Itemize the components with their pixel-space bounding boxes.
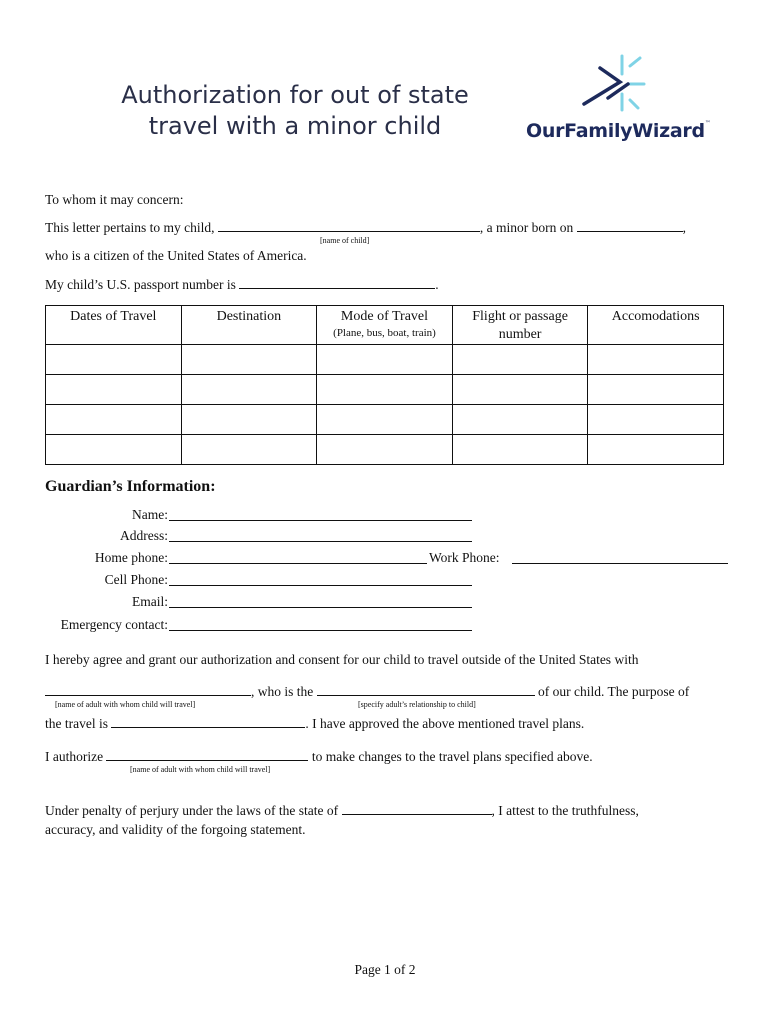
logo-trademark: ™: [704, 120, 711, 127]
table-cell[interactable]: [181, 435, 317, 465]
table-cell[interactable]: [588, 405, 724, 435]
child-name-caption: [name of child]: [320, 236, 370, 245]
child-statement-line: [45, 220, 686, 236]
header-dates: Dates of Travel: [46, 306, 182, 345]
travel-is-suffix: . I have approved the above mentioned travel plans.: [305, 716, 585, 731]
ourfamilywizard-logo-icon: [578, 54, 648, 114]
guardian-name-label: Name:: [132, 507, 168, 522]
guardian-name-field[interactable]: [169, 520, 472, 521]
salutation: To whom it may concern:: [45, 192, 184, 207]
travel-purpose-line: [45, 716, 584, 732]
state-field[interactable]: [342, 803, 492, 815]
of-our-child-text: of our child. The purpose of: [538, 684, 690, 699]
perjury-prefix: Under penalty of perjury under the laws of the state of: [45, 803, 339, 818]
table-cell[interactable]: [452, 435, 588, 465]
header-accommodations: Accomodations: [588, 306, 724, 345]
perjury-line-2: accuracy, and validity of the forgoing statement.: [45, 822, 306, 837]
table-row: [46, 435, 724, 465]
passport-suffix: .: [435, 277, 439, 292]
table-row: [46, 375, 724, 405]
authorized-adult-caption: [name of adult with whom child will travel]: [130, 765, 271, 774]
emergency-contact-label: Emergency contact:: [60, 617, 168, 632]
birth-date-field[interactable]: [577, 220, 683, 232]
child-name-field[interactable]: [218, 220, 480, 232]
table-cell[interactable]: [317, 375, 453, 405]
pertains-prefix: This letter pertains to my child,: [45, 220, 215, 235]
header-mode: Mode of Travel (Plane, bus, boat, train): [317, 306, 453, 345]
title-line-1: Authorization for out of state: [121, 81, 469, 109]
guardian-address-field[interactable]: [169, 541, 472, 542]
header-mode-sub: (Plane, bus, boat, train): [333, 327, 436, 339]
companion-line: [45, 684, 689, 700]
companion-name-field[interactable]: [45, 684, 251, 696]
guardian-address-label: Address:: [120, 528, 168, 543]
home-phone-label: Home phone:: [94, 550, 168, 565]
passport-number-field[interactable]: [239, 277, 435, 289]
table-cell[interactable]: [46, 405, 182, 435]
passport-line: [45, 277, 439, 293]
title-line-2: travel with a minor child: [148, 112, 442, 140]
table-cell[interactable]: [317, 435, 453, 465]
email-field[interactable]: [169, 607, 472, 608]
travel-purpose-field[interactable]: [111, 716, 305, 728]
perjury-line: [45, 803, 639, 819]
table-cell[interactable]: [588, 435, 724, 465]
table-row: [46, 345, 724, 375]
companion-name-caption: [name of adult with whom child will travel]: [55, 700, 196, 709]
page-number: Page 1 of 2: [354, 962, 416, 977]
cell-phone-field[interactable]: [169, 585, 472, 586]
who-is-text: , who is the: [251, 684, 314, 699]
pertains-suffix: ,: [682, 220, 686, 235]
table-cell[interactable]: [452, 405, 588, 435]
header-destination: Destination: [181, 306, 317, 345]
citizen-statement: who is a citizen of the United States of America.: [45, 248, 307, 263]
logo-wordmark: [526, 120, 711, 142]
authorize-prefix: I authorize: [45, 749, 104, 764]
emergency-contact-field[interactable]: [169, 630, 472, 631]
guardian-heading: Guardian’s Information:: [45, 478, 216, 495]
email-label: Email:: [132, 594, 168, 609]
table-cell[interactable]: [181, 375, 317, 405]
authorize-line: [45, 749, 593, 765]
header-flight: Flight or passage number: [452, 306, 588, 345]
logo-text: OurFamilyWizard: [526, 120, 705, 142]
table-cell[interactable]: [317, 345, 453, 375]
table-cell[interactable]: [181, 405, 317, 435]
consent-statement: I hereby agree and grant our authorization and consent for our child to travel outside of the United States with: [45, 652, 639, 667]
table-cell[interactable]: [46, 375, 182, 405]
travel-table: [45, 305, 724, 465]
pertains-mid: , a minor born on: [479, 220, 574, 235]
document-title: [85, 80, 505, 142]
table-cell[interactable]: [452, 345, 588, 375]
work-phone-label: Work Phone:: [429, 550, 500, 565]
table-cell[interactable]: [181, 345, 317, 375]
relationship-caption: [specify adult’s relationship to child]: [358, 700, 476, 709]
work-phone-field[interactable]: [512, 563, 728, 564]
travel-is-prefix: the travel is: [45, 716, 108, 731]
table-cell[interactable]: [46, 345, 182, 375]
perjury-suffix: , I attest to the truthfulness,: [491, 803, 639, 818]
table-cell[interactable]: [452, 375, 588, 405]
table-cell[interactable]: [46, 435, 182, 465]
table-row: [46, 405, 724, 435]
relationship-field[interactable]: [317, 684, 535, 696]
passport-prefix: My child’s U.S. passport number is: [45, 277, 236, 292]
authorize-suffix: to make changes to the travel plans specified above.: [311, 749, 593, 764]
cell-phone-label: Cell Phone:: [104, 572, 168, 587]
table-cell[interactable]: [588, 375, 724, 405]
table-cell[interactable]: [588, 345, 724, 375]
travel-table-header: [46, 306, 724, 345]
authorized-adult-field[interactable]: [106, 749, 308, 761]
home-phone-field[interactable]: [169, 563, 427, 564]
table-cell[interactable]: [317, 405, 453, 435]
